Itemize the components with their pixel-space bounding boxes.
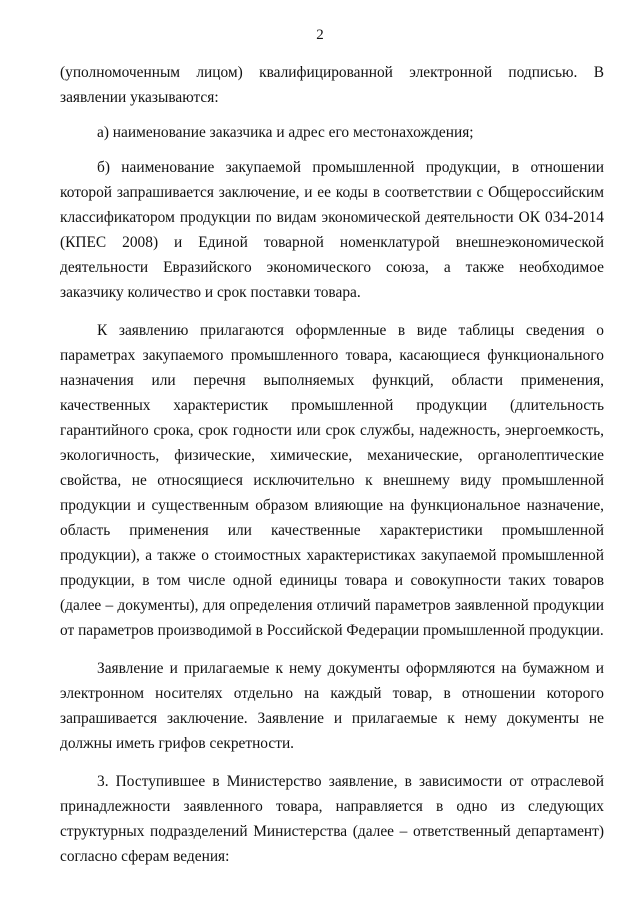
paragraph-section-3: 3. Поступившее в Министерство заявление, в зависимости от отраслевой принадлежности заявленного товара, направляется в одно из следующих структурных подразделений Министерства (далее – ответственный департамент) согласно сферам ведения:: [60, 773, 604, 865]
paragraph-attachments: К заявлению прилагаются оформленные в виде таблицы сведения о параметрах закупаемого промышленного товара, касающиеся функционального назначения или перечня выполняемых функций, области применения, качественных характеристик промышленной продукции (длительность гарантийного срока, срок годности или срок службы, надежность, энергоемкость, экологичность, физические, химические, механические, органолептические свойства, не относящиеся исключительно к внешнему виду промышленной продукции и существенным образом влияющие на функциональное назначение, область применения или качественные характеристики промышленной продукции), а также о стоимостных характеристиках закупаемой промышленной продукции, в том числе одной единицы товара и совокупности таких товаров (далее – документы), для определения отличий параметров заявленной продукции от параметров производимой в Российской Федерации промышленной продукции.: [60, 322, 604, 639]
paragraph-intro: (уполномоченным лицом) квалифицированной электронной подписью. В заявлении указываются:: [60, 64, 604, 106]
document-body: [60, 60, 604, 882]
paragraph-item-b: б) наименование закупаемой промышленной продукции, в отношении которой запрашивается заключение, и ее коды в соответствии с Общероссийским классификатором продукции по видам экономической деятельности ОК 034-2014 (КПЕС 2008) и Единой товарной номенклатурой внешнеэкономической деятельности Евразийского экономического союза, а также необходимое заказчику количество и срок поставки товара.: [60, 159, 604, 301]
page-number: 2: [316, 27, 324, 43]
paragraph-format: Заявление и прилагаемые к нему документы оформляются на бумажном и электронном носителях отдельно на каждый товар, в отношении которого запрашивается заключение. Заявление и прилагаемые к нему документы не должны иметь грифов секретности.: [60, 660, 604, 752]
paragraph-item-a: а) наименование заказчика и адрес его местонахождения;: [97, 124, 474, 141]
